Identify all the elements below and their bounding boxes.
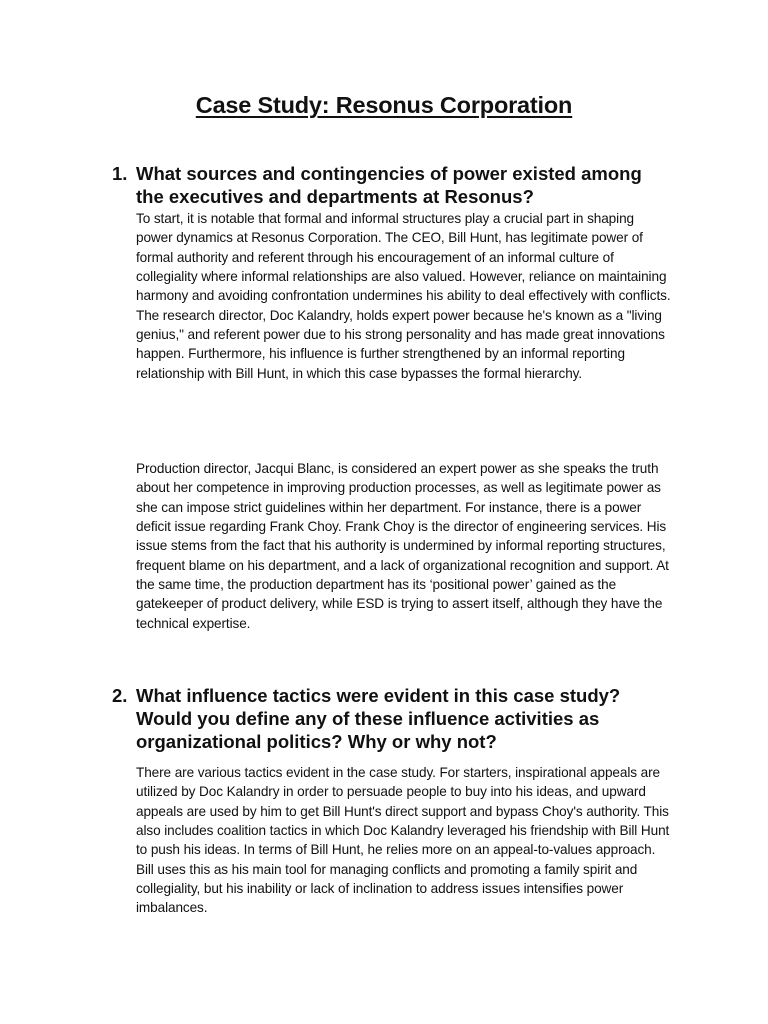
question-2-number: 2.: [112, 685, 128, 706]
answer-1-paragraph-1: To start, it is notable that formal and informal structures play a crucial part in shaping power dynamics at Resonus Corporation. The CEO, Bill Hunt, has legitimate power of formal authority and referent through his encouragement of an informal culture of collegiality where informal relationships are also valued. However, reliance on maintaining harmony and avoiding confrontation undermines his ability to deal effectively with conflicts. The research director, Doc Kalandry, holds expert power because he's known as a "living genius," and referent power due to his strong personality and has made great innovations happen. Furthermore, his influence is further strengthened by an informal reporting relationship with Bill Hunt, in which this case bypasses the formal hierarchy.: [136, 211, 671, 381]
question-1-number: 1.: [112, 163, 128, 184]
question-1-text: What sources and contingencies of power existed among the executives and departments at Resonus?: [136, 163, 642, 207]
document-title: Case Study: Resonus Corporation: [195, 92, 573, 118]
question-1-heading: [112, 162, 672, 208]
question-2-text: What influence tactics were evident in this case study? Would you define any of these influence activities as organizational politics? Why or why not?: [136, 685, 621, 752]
answer-1-paragraph-2: Production director, Jacqui Blanc, is considered an expert power as she speaks the truth about her competence in improving production processes, as well as legitimate power as she can impose strict guidelines within her department. For instance, there is a power deficit issue regarding Frank Choy. Frank Choy is the director of engineering services. His issue stems from the fact that his authority is undermined by informal reporting structures, frequent blame on his department, and a lack of organizational recognition and support. At the same time, the production department has its ‘positional power’ gained as the gatekeeper of product delivery, while ESD is trying to assert itself, although they have the technical expertise.: [136, 461, 669, 631]
question-2-heading: [112, 684, 672, 753]
answer-2-paragraph-1: There are various tactics evident in the case study. For starters, inspirational appeals are utilized by Doc Kalandry in order to persuade people to buy into his ideas, and upward appeals are used by him to get Bill Hunt's direct support and bypass Choy's authority. This also includes coalition tactics in which Doc Kalandry leveraged his friendship with Bill Hunt to push his ideas. In terms of Bill Hunt, he relies more on an appeal-to-values approach. Bill uses this as his main tool for managing conflicts and promoting a family spirit and collegiality, but his inability or lack of inclination to address issues intensifies power imbalances.: [136, 765, 670, 916]
